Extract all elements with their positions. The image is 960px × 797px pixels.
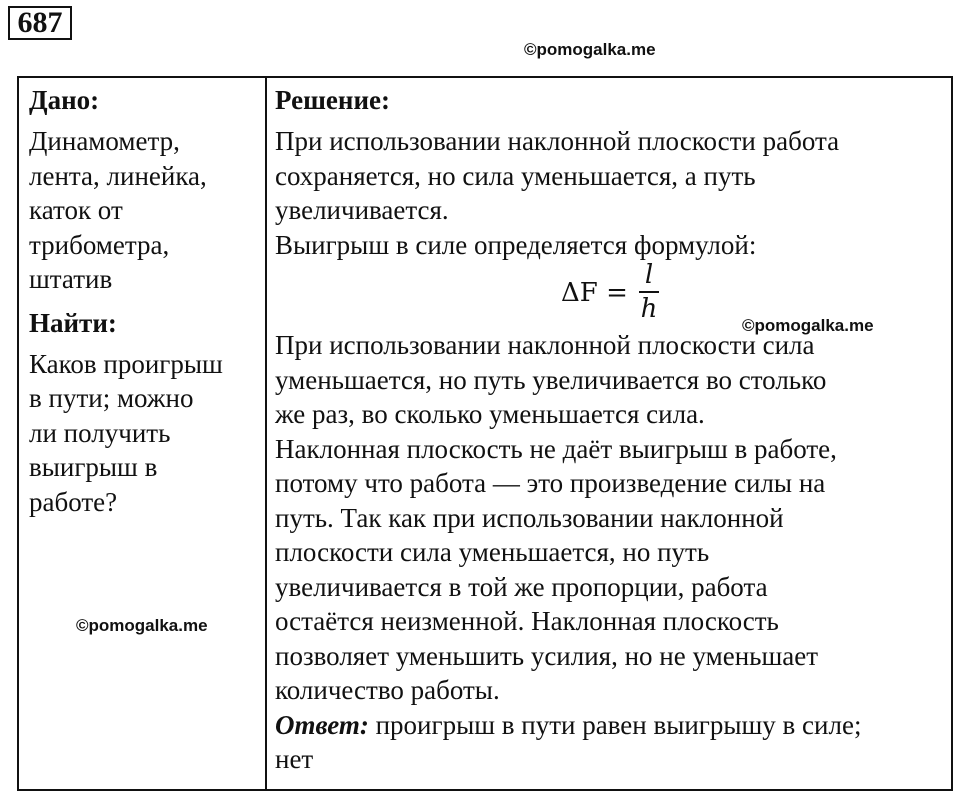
given-line: лента, линейка, [29, 160, 207, 191]
solution-line: увеличивается. [275, 195, 449, 225]
watermark-left: ©pomogalka.me [76, 616, 208, 635]
solution-line: Наклонная плоскость не даёт выигрыш в работе, [275, 433, 837, 464]
formula-fraction [639, 260, 659, 324]
solution-line: сохраняется, но сила уменьшается, а путь [275, 160, 756, 191]
given-line: Динамометр, [29, 126, 180, 156]
solution-column [275, 82, 947, 777]
fraction-bar [639, 291, 659, 293]
answer-line [275, 708, 947, 743]
solution-line: увеличивается в той же пропорции, работа [275, 571, 768, 602]
formula-denominator: h [640, 294, 658, 324]
find-line: Каков проигрыш [29, 348, 223, 379]
solution-line: же раз, во сколько уменьшается сила. [275, 399, 705, 429]
answer-label: Ответ: [275, 709, 369, 740]
solution-line: путь. Так как при использовании наклонной [275, 502, 784, 533]
formula-numerator: l [644, 260, 654, 290]
solution-line: уменьшается, но путь увеличивается во столько [275, 364, 827, 395]
solution-table [17, 76, 953, 791]
formula-lhs: ΔF = [561, 278, 628, 308]
find-line: выигрыш в [29, 452, 158, 482]
solution-line: потому что работа — это произведение силы на [275, 468, 826, 498]
solution-line: При использовании наклонной плоскости сила [275, 330, 815, 360]
given-header: Дано: [29, 85, 100, 115]
solution-header: Решение: [275, 85, 390, 115]
solution-paragraph-1 [275, 124, 947, 262]
find-list [29, 347, 261, 520]
solution-paragraph-2 [275, 328, 947, 708]
solution-line: При использовании наклонной плоскости работа [275, 126, 840, 156]
given-column [29, 82, 261, 519]
given-list [29, 124, 261, 297]
given-line: трибометра, [29, 229, 170, 260]
solution-line: плоскости сила уменьшается, но путь [275, 537, 710, 567]
given-line: штатив [29, 264, 113, 294]
answer-text: проигрыш в пути равен выигрышу в силе; [368, 709, 862, 740]
solution-line: Выигрыш в силе определяется формулой: [275, 229, 757, 260]
watermark-top: ©pomogalka.me [524, 40, 656, 59]
find-line: работе? [29, 486, 118, 517]
solution-line: остаётся неизменной. Наклонная плоскость [275, 606, 779, 636]
watermark-middle: ©pomogalka.me [742, 316, 874, 335]
solution-line: количество работы. [275, 675, 500, 705]
column-divider [265, 78, 267, 789]
find-header: Найти: [29, 307, 117, 338]
find-line: в пути; можно [29, 383, 194, 413]
problem-number: 687 [8, 6, 72, 40]
answer-line-2: нет [275, 744, 314, 774]
given-line: каток от [29, 195, 123, 225]
find-line: ли получить [29, 417, 171, 448]
solution-line: позволяет уменьшить усилия, но не уменьшает [275, 640, 819, 671]
